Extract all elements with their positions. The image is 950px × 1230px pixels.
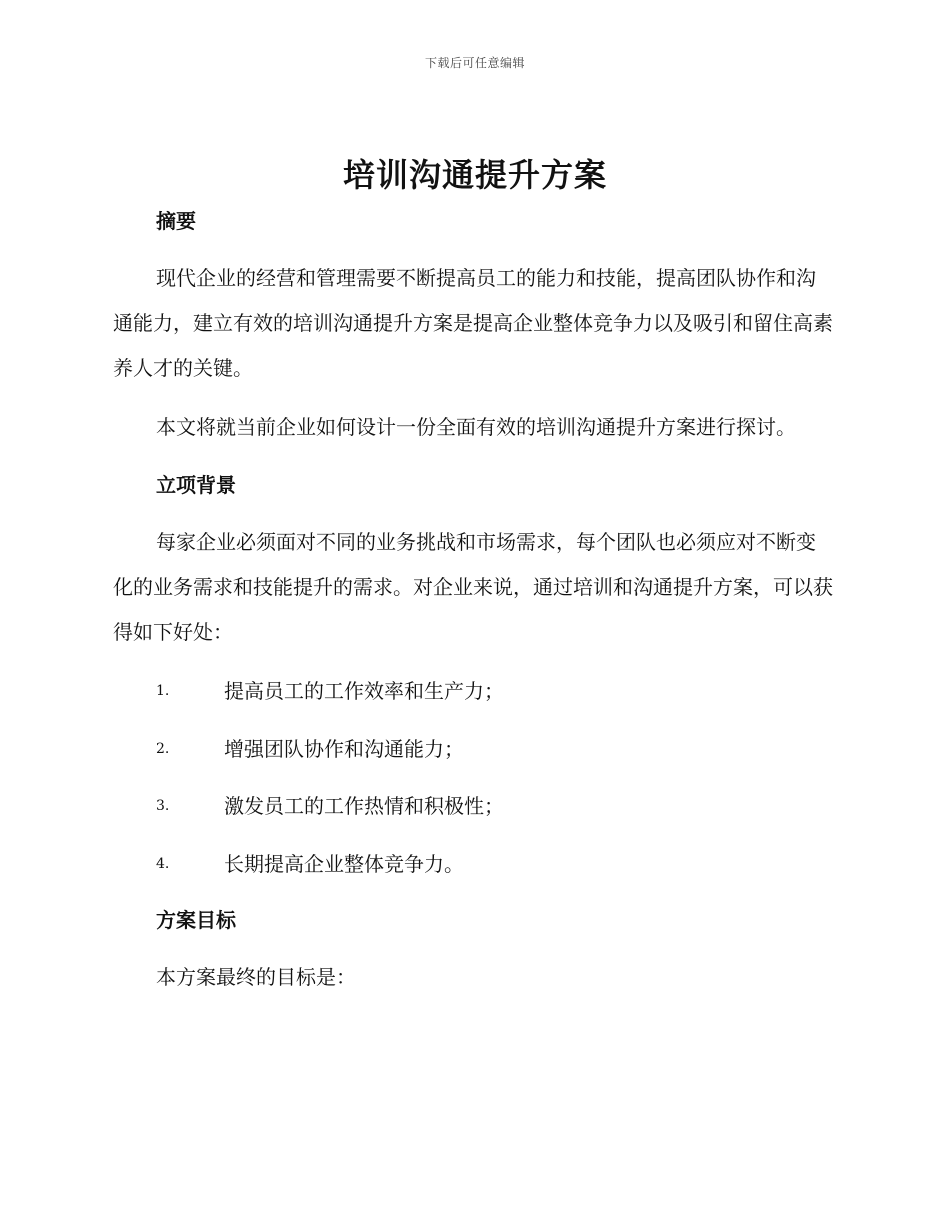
section-heading-goals: 方案目标 — [156, 908, 236, 932]
list-item — [113, 842, 833, 900]
abstract-paragraph-2: 本文将就当前企业如何设计一份全面有效的培训沟通提升方案进行探讨。 — [156, 415, 796, 439]
document-body — [113, 200, 833, 1000]
list-item-number: 3. — [156, 798, 170, 814]
list-item — [113, 784, 833, 842]
list-item-number: 2. — [156, 740, 170, 757]
list-item-number: 1. — [156, 683, 170, 699]
list-item — [113, 669, 833, 727]
list-item-number: 4. — [156, 855, 170, 872]
page-header-note: 下载后可任意编辑 — [424, 56, 525, 70]
list-item-text: 长期提高企业整体竞争力。 — [224, 851, 464, 876]
list-item-text: 激发员工的工作热情和积极性； — [224, 794, 504, 818]
section-heading-abstract: 摘要 — [156, 209, 196, 233]
background-paragraph: 每家企业必须面对不同的业务挑战和市场需求，每个团队也必须应对不断变化的业务需求和技能提升的需求。对企业来说，通过培训和沟通提升方案，可以获得如下好处： — [113, 530, 833, 644]
list-item-text: 增强团队协作和沟通能力； — [224, 736, 464, 761]
benefits-list — [113, 669, 833, 899]
abstract-paragraph-1: 现代企业的经营和管理需要不断提高员工的能力和技能，提高团队协作和沟通能力，建立有效的培训沟通提升方案是提高企业整体竞争力以及吸引和留住高素养人才的关键。 — [113, 266, 833, 380]
goals-paragraph: 本方案最终的目标是： — [156, 965, 356, 989]
document-title: 培训沟通提升方案 — [342, 156, 607, 194]
list-item — [113, 727, 833, 785]
list-item-text: 提高员工的工作效率和生产力； — [224, 679, 504, 703]
section-heading-background: 立项背景 — [156, 473, 236, 497]
